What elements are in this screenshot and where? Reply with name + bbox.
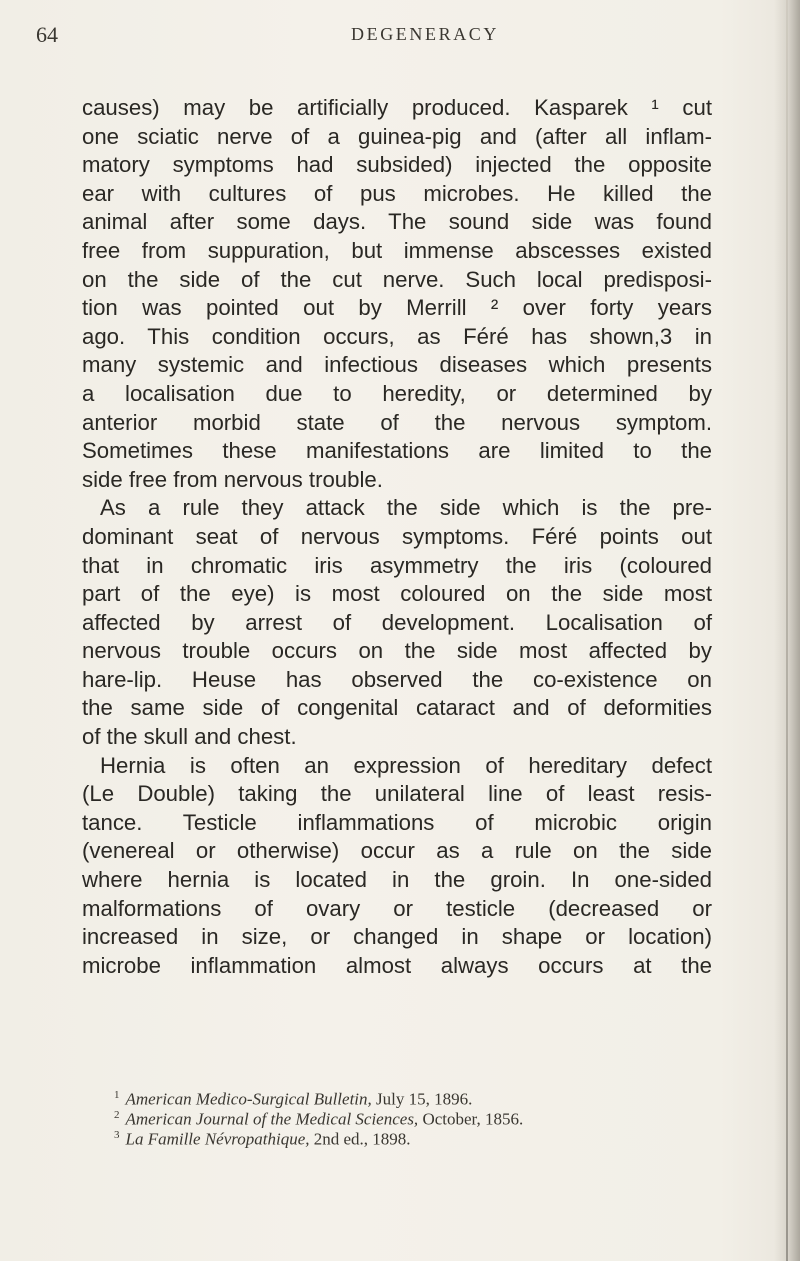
footnote-details: 2nd ed., 1898. <box>309 1129 411 1149</box>
text-line: affected by arrest of development. Localisation of <box>82 609 712 635</box>
text-line: (Le Double) taking the unilateral line of least resis- <box>82 781 712 807</box>
text-line: nervous trouble occurs on the side most affected by <box>82 638 712 664</box>
text-line: ear with cultures of pus microbes. He killed the <box>82 180 712 206</box>
text-line: a localisation due to heredity, or determined by <box>82 380 712 406</box>
running-title: DEGENERACY <box>351 24 499 44</box>
footnotes <box>82 1085 722 1149</box>
text-line: side free from nervous trouble. <box>82 466 383 492</box>
footnote-title: American Medico-Surgical Bulletin, <box>125 1089 372 1109</box>
footnote-mark: 1 <box>114 1089 120 1101</box>
footnote-mark: 2 <box>114 1109 120 1121</box>
body-text <box>82 94 712 980</box>
footnote-details: October, 1856. <box>418 1109 524 1129</box>
page-edge-line <box>786 0 788 1261</box>
footnote <box>82 1085 722 1109</box>
text-line: on the side of the cut nerve. Such local predisposi- <box>82 266 712 292</box>
text-line: hare-lip. Heuse has observed the co-existence on <box>82 666 712 692</box>
text-line: part of the eye) is most coloured on the side most <box>82 581 712 607</box>
footnote <box>82 1125 722 1149</box>
text-line: (venereal or otherwise) occur as a rule on the side <box>82 838 712 864</box>
text-line: many systemic and infectious diseases which presents <box>82 352 712 378</box>
footnote-title: American Journal of the Medical Sciences, <box>125 1109 419 1129</box>
text-line: dominant seat of nervous symptoms. Féré points out <box>82 523 712 549</box>
footnote-mark: 3 <box>114 1129 120 1141</box>
running-head <box>36 22 736 52</box>
text-line: malformations of ovary or testicle (decreased or <box>82 895 712 921</box>
text-line: one sciatic nerve of a guinea-pig and (after all inflam- <box>82 123 712 149</box>
text-line: animal after some days. The sound side was found <box>82 209 712 235</box>
text-line: Hernia is often an expression of hereditary defect <box>100 752 712 778</box>
text-line: tion was pointed out by Merrill ² over forty years <box>82 295 712 321</box>
text-line: of the skull and chest. <box>82 724 297 750</box>
footnote <box>82 1105 722 1129</box>
text-line: free from suppuration, but immense abscesses existed <box>82 237 712 263</box>
text-line: where hernia is located in the groin. In one-sided <box>82 867 712 893</box>
text-line: that in chromatic iris asymmetry the iris (coloured <box>82 552 712 578</box>
text-line: anterior morbid state of the nervous symptom. <box>82 409 712 435</box>
page-number: 64 <box>36 22 58 47</box>
text-line: tance. Testicle inflammations of microbic origin <box>82 809 712 835</box>
text-line: increased in size, or changed in shape or location) <box>82 924 712 950</box>
text-line: Sometimes these manifestations are limited to the <box>82 438 712 464</box>
text-line: microbe inflammation almost always occurs at the <box>82 952 712 978</box>
footnote-title: La Famille Névropathique, <box>125 1129 310 1149</box>
text-line: ago. This condition occurs, as Féré has shown,3 in <box>82 323 712 349</box>
footnote-details: July 15, 1896. <box>371 1089 473 1109</box>
text-line: matory symptoms had subsided) injected the opposite <box>82 152 712 178</box>
text-line: As a rule they attack the side which is the pre- <box>100 495 712 521</box>
text-line: the same side of congenital cataract and of deformities <box>82 695 712 721</box>
text-line: causes) may be artificially produced. Kasparek ¹ cut <box>82 95 712 120</box>
